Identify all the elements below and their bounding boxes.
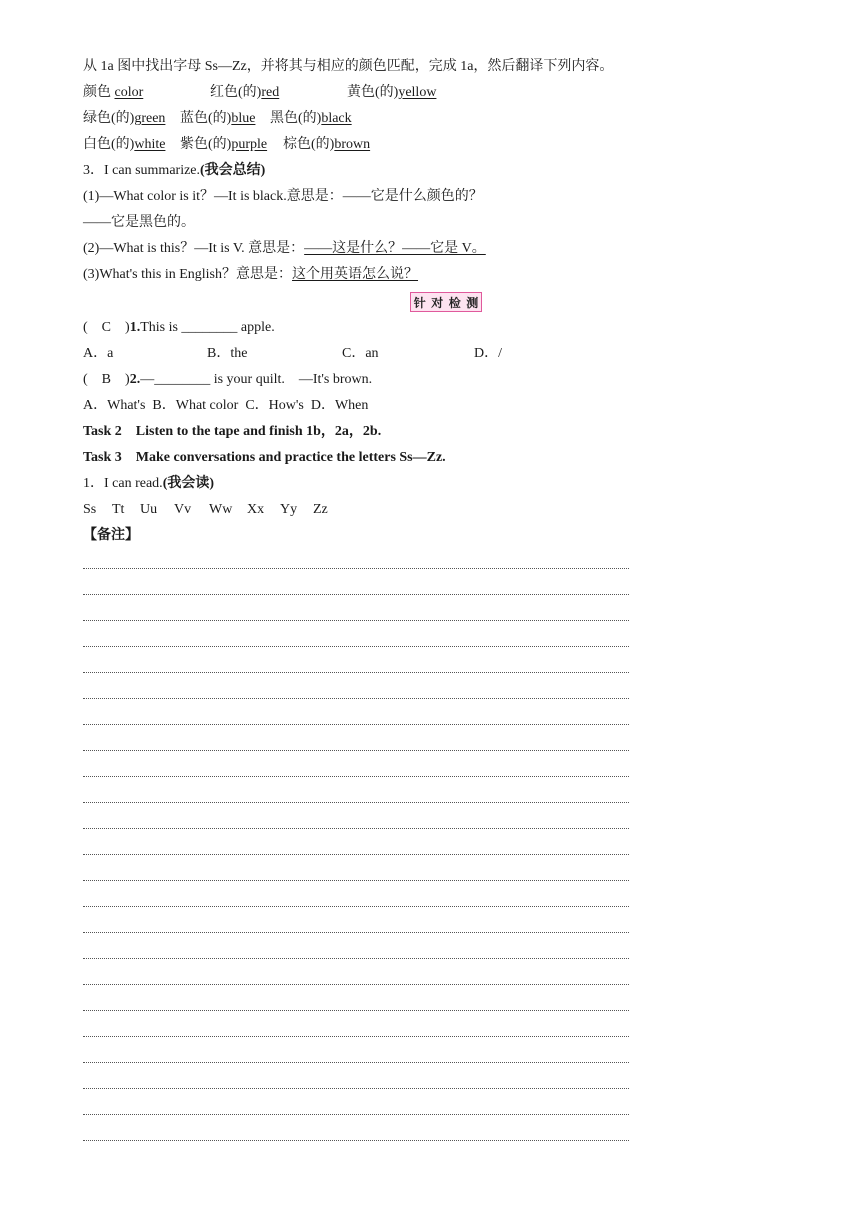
letter-pair: Uu — [140, 502, 158, 517]
note-line — [83, 1010, 629, 1011]
note-line — [83, 828, 629, 829]
note-line — [83, 1036, 629, 1037]
vocab-row-3 — [83, 136, 370, 154]
note-line — [83, 1140, 629, 1141]
note-line — [83, 958, 629, 959]
vocab-answer: red — [261, 85, 280, 100]
task-2: Task 2 Listen to the tape and finish 1b，2a，2b. — [83, 424, 382, 439]
vocab-item: 黑色(的)black — [270, 111, 352, 126]
question-answer: B — [101, 372, 112, 387]
note-line — [83, 672, 629, 673]
summarize-heading: 3．I can summarize.(我会总结) — [83, 163, 266, 178]
letter-pair: Vv — [174, 502, 192, 517]
vocab-answer: brown — [334, 137, 371, 152]
question-2: ( B )2.—________ is your quilt. —It's brown. — [83, 372, 373, 387]
letters-row — [83, 501, 328, 519]
note-line — [83, 1114, 629, 1115]
badge-char: 检 — [448, 295, 461, 310]
summarize-item-3: (3)What's this in English？意思是：这个用英语怎么说？ — [83, 267, 419, 282]
vocab-item: 红色(的)red — [210, 85, 280, 100]
question-answer: C — [101, 320, 112, 335]
badge-char: 测 — [466, 295, 479, 310]
vocab-item: 颜色 color — [83, 85, 144, 100]
option-c: C．How's — [245, 398, 304, 413]
question-1-options — [83, 345, 502, 363]
question-2-options — [83, 397, 368, 415]
note-line — [83, 646, 629, 647]
question-text: —________ is your quilt. —It's brown. — [140, 372, 373, 387]
vocab-answer: color — [114, 85, 144, 100]
note-line — [83, 620, 629, 621]
note-line — [83, 594, 629, 595]
note-line — [83, 906, 629, 907]
vocab-item: 紫色(的)purple — [180, 137, 268, 152]
note-line — [83, 724, 629, 725]
vocab-row-2 — [83, 110, 352, 128]
option-d: D．/ — [474, 346, 502, 361]
letter-pair: Yy — [280, 502, 298, 517]
question-number: 2. — [129, 372, 141, 387]
vocab-item: 黄色(的)yellow — [347, 85, 437, 100]
summarize-answer: 这个用英语怎么说？ — [292, 267, 419, 282]
vocab-answer: blue — [231, 111, 256, 126]
note-line — [83, 854, 629, 855]
vocab-answer: green — [134, 111, 166, 126]
letter-pair: Tt — [112, 502, 125, 517]
summarize-item-1-cont: ——它是黑色的。 — [83, 215, 195, 230]
summarize-answer: ——这是什么？——它是 V。 — [304, 241, 486, 256]
intro-instruction: 从 1a 图中找出字母 Ss—Zz，并将其与相应的颜色匹配，完成 1a，然后翻译下列内容。 — [83, 59, 614, 74]
badge-char: 对 — [431, 295, 444, 310]
note-line — [83, 984, 629, 985]
summarize-item-2: (2)—What is this？—It is V. 意思是：——这是什么？——它是 V。 — [83, 241, 486, 256]
question-1: ( C )1.This is ________ apple. — [83, 320, 275, 335]
note-line — [83, 776, 629, 777]
vocab-answer: yellow — [398, 85, 437, 100]
note-line — [83, 698, 629, 699]
letter-pair: Ww — [209, 502, 233, 517]
vocab-row-1 — [83, 84, 436, 102]
vocab-item: 白色(的)white — [83, 137, 166, 152]
vocab-answer: white — [134, 137, 166, 152]
letter-pair: Ss — [83, 502, 97, 517]
question-text: This is ________ apple. — [140, 320, 275, 335]
option-b: B．the — [207, 346, 248, 361]
note-line — [83, 932, 629, 933]
read-heading: 1．I can read.(我会读) — [83, 476, 215, 491]
note-line — [83, 1062, 629, 1063]
option-b: B．What color — [152, 398, 239, 413]
vocab-item: 绿色(的)green — [83, 111, 166, 126]
letter-pair: Zz — [313, 502, 328, 517]
option-a: A．What's — [83, 398, 146, 413]
option-a: A．a — [83, 346, 114, 361]
badge-char: 针 — [413, 295, 426, 310]
note-line — [83, 1088, 629, 1089]
notes-label: 【备注】 — [83, 528, 139, 543]
vocab-answer: purple — [231, 137, 268, 152]
summarize-item-1: (1)—What color is it？—It is black.意思是：——它是什么颜色的？ — [83, 189, 483, 204]
option-d: D．When — [310, 398, 369, 413]
letter-pair: Xx — [247, 502, 265, 517]
task-3: Task 3 Make conversations and practice the letters Ss—Zz. — [83, 450, 446, 465]
targeted-test-badge — [410, 292, 482, 312]
question-number: 1. — [129, 320, 141, 335]
note-line — [83, 880, 629, 881]
vocab-item: 棕色(的)brown — [283, 137, 371, 152]
note-line — [83, 568, 629, 569]
vocab-item: 蓝色(的)blue — [180, 111, 256, 126]
option-c: C．an — [342, 346, 379, 361]
vocab-answer: black — [321, 111, 352, 126]
note-line — [83, 802, 629, 803]
note-line — [83, 750, 629, 751]
